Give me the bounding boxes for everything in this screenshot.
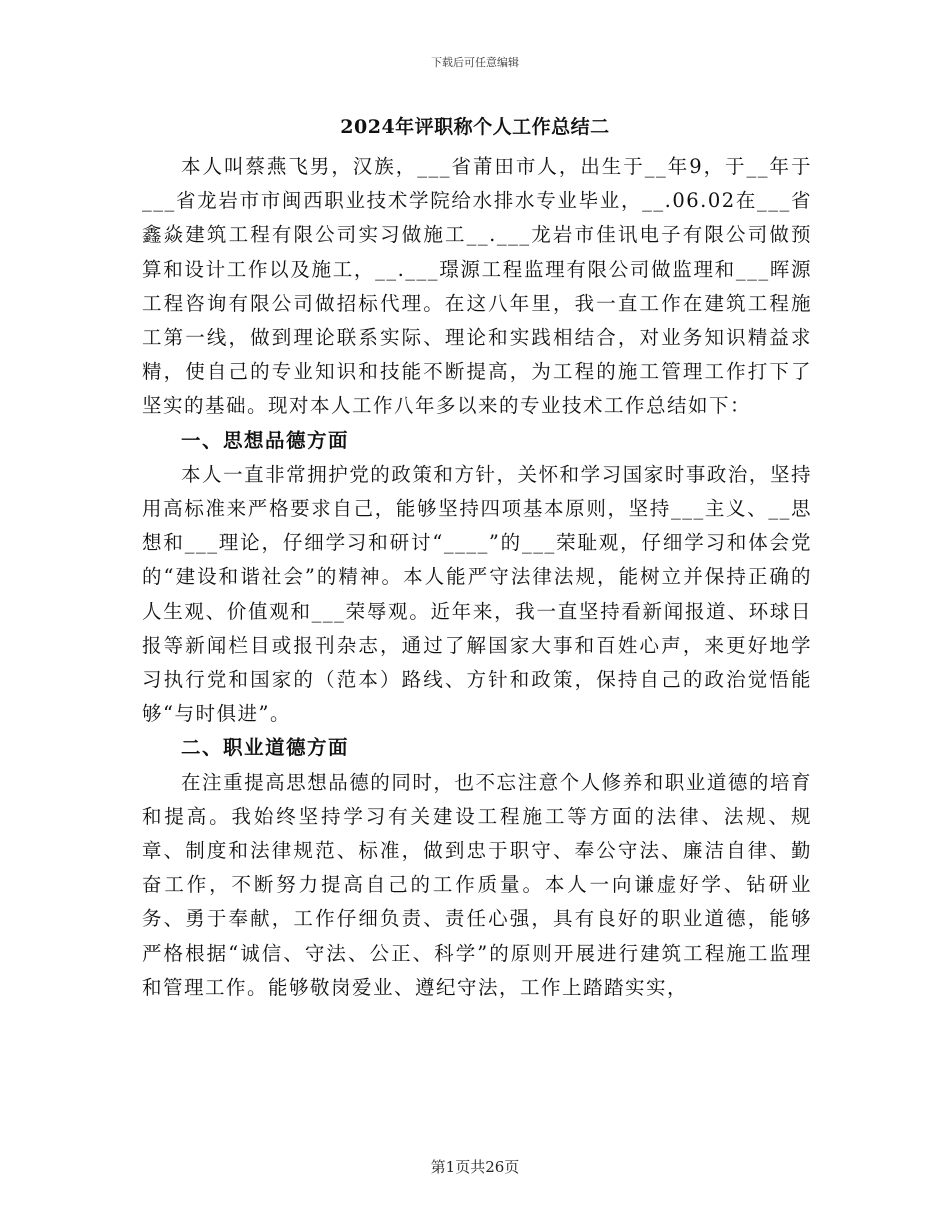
document-body bbox=[142, 150, 812, 1005]
ideology-paragraph: 本人一直非常拥护党的政策和方针，关怀和学习国家时事政治，坚持用高标准来严格要求自己，能够坚持四项基本原则，坚持___主义、__思想和___理论，仔细学习和研讨“____”的___荣耻观，仔细学习和体会党的“建设和谐社会”的精神。本人能严守法律法规，能树立并保持正确的人生观、价值观和___荣辱观。近年来，我一直坚持看新闻报道、环球日报等新闻栏目或报刊杂志，通过了解国家大事和百姓心声，来更好地学习执行党和国家的（范本）路线、方针和政策，保持自己的政治觉悟能够“与时俱进”。 bbox=[142, 462, 812, 726]
header-note: 下载后可任意编辑 bbox=[431, 56, 519, 69]
document-title: 2024年评职称个人工作总结二 bbox=[340, 116, 610, 138]
section-heading-ideology: 一、思想品德方面 bbox=[181, 428, 350, 452]
ethics-paragraph: 在注重提高思想品德的同时，也不忘注意个人修养和职业道德的培育和提高。我始终坚持学习有关建设工程施工等方面的法律、法规、规章、制度和法律规范、标准，做到忠于职守、奉公守法、廉洁自律、勤奋工作，不断努力提高自己的工作质量。本人一向谦虚好学、钻研业务、勇于奉献，工作仔细负责、责任心强，具有良好的职业道德，能够严格根据“诚信、守法、公正、科学”的原则开展进行建筑工程施工监理和管理工作。能够敬岗爱业、遵纪守法，工作上踏踏实实， bbox=[142, 770, 812, 999]
intro-paragraph: 本人叫蔡燕飞男，汉族，___省莆田市人，出生于__年9，于__年于___省龙岩市市闽西职业技术学院给水排水专业毕业，__.06.02在___省鑫焱建筑工程有限公司实习做施工__.___龙岩市佳讯电子有限公司做预算和设计工作以及施工，__.___璟源工程监理有限公司做监理和___晖源工程咨询有限公司做招标代理。在这八年里，我一直工作在建筑工程施工第一线，做到理论联系实际、理论和实践相结合，对业务知识精益求精，使自己的专业知识和技能不断提高，为工程的施工管理工作打下了坚实的基础。现对本人工作八年多以来的专业技术工作总结如下： bbox=[142, 155, 812, 418]
page-footer: 第1页共26页 bbox=[430, 1158, 520, 1176]
section-heading-ethics: 二、职业道德方面 bbox=[181, 736, 350, 760]
